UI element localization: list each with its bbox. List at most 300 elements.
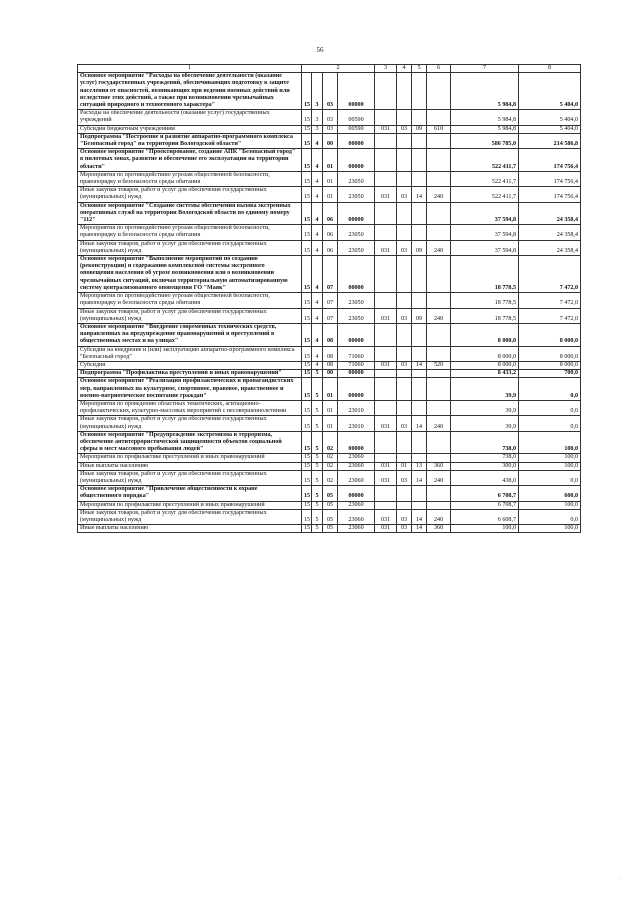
grbs-code bbox=[375, 133, 397, 148]
header-row bbox=[78, 65, 581, 73]
program-code: 15 bbox=[302, 462, 312, 470]
section-code bbox=[397, 454, 412, 462]
subsection-code: 14 bbox=[412, 361, 427, 369]
expense-type-code: 360 bbox=[427, 462, 451, 470]
subsection-code bbox=[412, 73, 427, 110]
subprogram-code: 5 bbox=[312, 454, 323, 462]
table-row bbox=[78, 133, 581, 148]
stray-mark: · bbox=[620, 876, 622, 882]
row-name: Иные выплаты населению bbox=[78, 462, 302, 470]
section-code bbox=[397, 378, 412, 401]
program-code: 15 bbox=[302, 110, 312, 125]
program-code: 15 bbox=[302, 416, 312, 431]
expense-type-code bbox=[427, 293, 451, 308]
subsection-code bbox=[412, 133, 427, 148]
row-name: Основное мероприятие "Выполнение мероприятий по созданию (реконструкции) и содержанию комплексной системы экстренного оповещения населения об угрозе возникновения или о возникновении чрезвычайных ситуаций, включая территориальную автоматизированную систему централизованного оповещения ГО "Маяк" bbox=[78, 256, 302, 293]
measure-code: 01 bbox=[323, 187, 338, 202]
subsection-code bbox=[412, 431, 427, 454]
section-code bbox=[397, 225, 412, 240]
table-row bbox=[78, 431, 581, 454]
measure-code: 02 bbox=[323, 470, 338, 485]
grbs-code bbox=[375, 486, 397, 501]
row-name: Мероприятия по проведению областных тематических, агитационно-профилактических, культурно-массовых мероприятий с несовершеннолетними bbox=[78, 400, 302, 415]
row-name: Иные закупки товаров, работ и услуг для обеспечения государственных (муниципальных) нужд bbox=[78, 308, 302, 323]
section-code bbox=[397, 171, 412, 186]
program-code: 15 bbox=[302, 378, 312, 401]
direction-code: 23060 bbox=[338, 470, 375, 485]
section-code bbox=[397, 501, 412, 509]
grbs-code bbox=[375, 293, 397, 308]
row-name: Подпрограмма "Построение и развитие аппаратно-программного комплекса "Безопасный город" на территории Вологодской области" bbox=[78, 133, 302, 148]
program-code: 15 bbox=[302, 256, 312, 293]
row-name: Основное мероприятие "Реализация профилактических и пропагандистских мер, направленных на культурное, спортивное, правовое, нравственное и военно-патриотическое воспитание граждан" bbox=[78, 378, 302, 401]
expense-type-code bbox=[427, 378, 451, 401]
direction-code: 23010 bbox=[338, 400, 375, 415]
section-code: 03 bbox=[397, 187, 412, 202]
amount-col-8: 0,0 bbox=[519, 378, 581, 401]
subprogram-code: 4 bbox=[312, 346, 323, 361]
amount-col-8: 100,0 bbox=[519, 525, 581, 533]
program-code: 15 bbox=[302, 323, 312, 346]
amount-col-8: 214 586,8 bbox=[519, 133, 581, 148]
measure-code: 02 bbox=[323, 454, 338, 462]
amount-col-7: 100,0 bbox=[451, 525, 519, 533]
header-col-4: 4 bbox=[397, 65, 412, 73]
table-row bbox=[78, 149, 581, 172]
direction-code: 00000 bbox=[338, 73, 375, 110]
table-row bbox=[78, 462, 581, 470]
section-code bbox=[397, 202, 412, 225]
subsection-code bbox=[412, 293, 427, 308]
amount-col-8: 700,0 bbox=[519, 370, 581, 378]
expense-type-code bbox=[427, 110, 451, 125]
direction-code: 00000 bbox=[338, 378, 375, 401]
subprogram-code: 5 bbox=[312, 501, 323, 509]
expense-type-code: 240 bbox=[427, 240, 451, 255]
amount-col-7: 522 411,7 bbox=[451, 187, 519, 202]
section-code bbox=[397, 370, 412, 378]
amount-col-7: 6 608,7 bbox=[451, 509, 519, 524]
amount-col-8: 7 472,0 bbox=[519, 293, 581, 308]
section-code: 03 bbox=[397, 240, 412, 255]
grbs-code: 031 bbox=[375, 308, 397, 323]
amount-col-8: 0,0 bbox=[519, 509, 581, 524]
row-name: Иные закупки товаров, работ и услуг для обеспечения государственных (муниципальных) нужд bbox=[78, 240, 302, 255]
row-name: Основное мероприятие "Создание системы обеспечения вызова экстренных оперативных служб на территории Вологодской области по единому номеру "112" bbox=[78, 202, 302, 225]
subsection-code: 14 bbox=[412, 470, 427, 485]
subprogram-code: 4 bbox=[312, 256, 323, 293]
subprogram-code: 5 bbox=[312, 525, 323, 533]
subprogram-code: 3 bbox=[312, 73, 323, 110]
expense-type-code bbox=[427, 256, 451, 293]
measure-code: 08 bbox=[323, 346, 338, 361]
grbs-code: 031 bbox=[375, 416, 397, 431]
amount-col-7: 522 411,7 bbox=[451, 149, 519, 172]
amount-col-8: 8 000,0 bbox=[519, 346, 581, 361]
program-code: 15 bbox=[302, 346, 312, 361]
section-code: 03 bbox=[397, 361, 412, 369]
measure-code: 03 bbox=[323, 125, 338, 133]
measure-code: 01 bbox=[323, 416, 338, 431]
subsection-code bbox=[412, 149, 427, 172]
subsection-code bbox=[412, 454, 427, 462]
measure-code: 05 bbox=[323, 509, 338, 524]
amount-col-7: 6 708,7 bbox=[451, 501, 519, 509]
expense-type-code: 610 bbox=[427, 125, 451, 133]
row-name: Субсидии на внедрение и (или) эксплуатацию аппаратно-программного комплекса "Безопасный город" bbox=[78, 346, 302, 361]
table-row bbox=[78, 400, 581, 415]
section-code: 01 bbox=[397, 462, 412, 470]
row-name: Расходы на обеспечение деятельности (оказание услуг) государственных учреждений bbox=[78, 110, 302, 125]
header-col-7: 7 bbox=[451, 65, 519, 73]
grbs-code bbox=[375, 323, 397, 346]
grbs-code bbox=[375, 73, 397, 110]
amount-col-7: 438,0 bbox=[451, 470, 519, 485]
budget-table bbox=[77, 64, 581, 533]
amount-col-7: 8 000,0 bbox=[451, 361, 519, 369]
grbs-code: 031 bbox=[375, 462, 397, 470]
measure-code: 02 bbox=[323, 431, 338, 454]
program-code: 15 bbox=[302, 171, 312, 186]
row-name: Иные выплаты населению bbox=[78, 525, 302, 533]
expense-type-code: 520 bbox=[427, 361, 451, 369]
amount-col-7: 738,0 bbox=[451, 431, 519, 454]
program-code: 15 bbox=[302, 486, 312, 501]
expense-type-code bbox=[427, 501, 451, 509]
expense-type-code: 240 bbox=[427, 187, 451, 202]
measure-code: 01 bbox=[323, 171, 338, 186]
header-col-3: 3 bbox=[375, 65, 397, 73]
grbs-code: 031 bbox=[375, 509, 397, 524]
direction-code: 71060 bbox=[338, 346, 375, 361]
amount-col-8: 600,0 bbox=[519, 486, 581, 501]
program-code: 15 bbox=[302, 501, 312, 509]
direction-code: 00000 bbox=[338, 370, 375, 378]
table-row bbox=[78, 125, 581, 133]
direction-code: 23060 bbox=[338, 454, 375, 462]
measure-code: 05 bbox=[323, 486, 338, 501]
measure-code: 05 bbox=[323, 501, 338, 509]
direction-code: 23050 bbox=[338, 171, 375, 186]
amount-col-8: 174 756,4 bbox=[519, 149, 581, 172]
amount-col-7: 300,0 bbox=[451, 462, 519, 470]
subsection-code bbox=[412, 370, 427, 378]
grbs-code bbox=[375, 378, 397, 401]
measure-code: 01 bbox=[323, 149, 338, 172]
program-code: 15 bbox=[302, 149, 312, 172]
subsection-code: 14 bbox=[412, 187, 427, 202]
header-col-6: 6 bbox=[427, 65, 451, 73]
section-code: 03 bbox=[397, 525, 412, 533]
table-row bbox=[78, 378, 581, 401]
subprogram-code: 5 bbox=[312, 416, 323, 431]
section-code bbox=[397, 346, 412, 361]
grbs-code: 031 bbox=[375, 525, 397, 533]
grbs-code: 031 bbox=[375, 240, 397, 255]
subsection-code: 09 bbox=[412, 240, 427, 255]
expense-type-code bbox=[427, 133, 451, 148]
grbs-code bbox=[375, 400, 397, 415]
direction-code: 00590 bbox=[338, 110, 375, 125]
amount-col-7: 738,0 bbox=[451, 454, 519, 462]
subsection-code: 09 bbox=[412, 125, 427, 133]
amount-col-7: 37 594,8 bbox=[451, 240, 519, 255]
section-code: 03 bbox=[397, 308, 412, 323]
amount-col-8: 7 472,0 bbox=[519, 256, 581, 293]
program-code: 15 bbox=[302, 454, 312, 462]
expense-type-code: 360 bbox=[427, 525, 451, 533]
subprogram-code: 4 bbox=[312, 171, 323, 186]
amount-col-8: 5 404,0 bbox=[519, 125, 581, 133]
subprogram-code: 4 bbox=[312, 361, 323, 369]
grbs-code bbox=[375, 202, 397, 225]
amount-col-8: 100,0 bbox=[519, 454, 581, 462]
subprogram-code: 4 bbox=[312, 187, 323, 202]
expense-type-code bbox=[427, 73, 451, 110]
subprogram-code: 5 bbox=[312, 486, 323, 501]
row-name: Основное мероприятие "Проектирование, создание АПК "Безопасный город" в пилотных зонах, развитие и обеспечение его эксплуатации на территории области" bbox=[78, 149, 302, 172]
section-code: 03 bbox=[397, 509, 412, 524]
subprogram-code: 4 bbox=[312, 133, 323, 148]
amount-col-8: 24 358,4 bbox=[519, 202, 581, 225]
amount-col-8: 174 756,4 bbox=[519, 171, 581, 186]
program-code: 15 bbox=[302, 133, 312, 148]
program-code: 15 bbox=[302, 187, 312, 202]
table-row bbox=[78, 187, 581, 202]
measure-code: 08 bbox=[323, 323, 338, 346]
grbs-code: 031 bbox=[375, 361, 397, 369]
header-col-1: 1 bbox=[78, 65, 302, 73]
subprogram-code: 4 bbox=[312, 202, 323, 225]
subprogram-code: 4 bbox=[312, 323, 323, 346]
expense-type-code bbox=[427, 486, 451, 501]
table-row bbox=[78, 110, 581, 125]
table-row bbox=[78, 346, 581, 361]
subsection-code bbox=[412, 378, 427, 401]
section-code bbox=[397, 400, 412, 415]
expense-type-code: 240 bbox=[427, 509, 451, 524]
table-row bbox=[78, 293, 581, 308]
amount-col-8: 0,0 bbox=[519, 470, 581, 485]
table-row bbox=[78, 501, 581, 509]
program-code: 15 bbox=[302, 308, 312, 323]
table-body bbox=[78, 73, 581, 533]
table-row bbox=[78, 470, 581, 485]
direction-code: 00000 bbox=[338, 256, 375, 293]
amount-col-8: 0,0 bbox=[519, 416, 581, 431]
measure-code: 07 bbox=[323, 308, 338, 323]
direction-code: 00000 bbox=[338, 202, 375, 225]
amount-col-7: 8 433,2 bbox=[451, 370, 519, 378]
section-code bbox=[397, 486, 412, 501]
direction-code: 23050 bbox=[338, 225, 375, 240]
page-number: 56 bbox=[316, 46, 324, 54]
amount-col-7: 18 778,5 bbox=[451, 256, 519, 293]
measure-code: 03 bbox=[323, 73, 338, 110]
program-code: 15 bbox=[302, 470, 312, 485]
table-row bbox=[78, 370, 581, 378]
expense-type-code bbox=[427, 346, 451, 361]
table-row bbox=[78, 486, 581, 501]
program-code: 15 bbox=[302, 361, 312, 369]
grbs-code: 031 bbox=[375, 470, 397, 485]
amount-col-7: 5 984,8 bbox=[451, 125, 519, 133]
table-row bbox=[78, 323, 581, 346]
amount-col-7: 586 785,0 bbox=[451, 133, 519, 148]
subsection-code bbox=[412, 486, 427, 501]
program-code: 15 bbox=[302, 431, 312, 454]
section-code bbox=[397, 256, 412, 293]
subsection-code: 14 bbox=[412, 416, 427, 431]
amount-col-8: 24 358,4 bbox=[519, 240, 581, 255]
subprogram-code: 4 bbox=[312, 225, 323, 240]
section-code bbox=[397, 133, 412, 148]
row-name: Основное мероприятие "Предупреждение экстремизма и терроризма, обеспечение антитеррористической защищенности объектов социальной сферы и мест массового пребывания людей" bbox=[78, 431, 302, 454]
row-name: Мероприятия по профилактике преступлений и иных правонарушений bbox=[78, 454, 302, 462]
table-row bbox=[78, 454, 581, 462]
measure-code: 05 bbox=[323, 525, 338, 533]
amount-col-8: 174 756,4 bbox=[519, 187, 581, 202]
section-code bbox=[397, 110, 412, 125]
direction-code: 00000 bbox=[338, 149, 375, 172]
measure-code: 06 bbox=[323, 202, 338, 225]
grbs-code bbox=[375, 431, 397, 454]
table-row bbox=[78, 361, 581, 369]
amount-col-7: 37 594,8 bbox=[451, 202, 519, 225]
amount-col-7: 522 411,7 bbox=[451, 171, 519, 186]
subprogram-code: 4 bbox=[312, 293, 323, 308]
direction-code: 23060 bbox=[338, 509, 375, 524]
grbs-code bbox=[375, 225, 397, 240]
measure-code: 00 bbox=[323, 370, 338, 378]
table-row bbox=[78, 308, 581, 323]
measure-code: 06 bbox=[323, 240, 338, 255]
subsection-code bbox=[412, 501, 427, 509]
section-code bbox=[397, 323, 412, 346]
program-code: 15 bbox=[302, 293, 312, 308]
measure-code: 03 bbox=[323, 110, 338, 125]
table-row bbox=[78, 525, 581, 533]
row-name: Субсидии бюджетным учреждениям bbox=[78, 125, 302, 133]
section-code bbox=[397, 149, 412, 172]
row-name: Иные закупки товаров, работ и услуг для обеспечения государственных (муниципальных) нужд bbox=[78, 187, 302, 202]
row-name: Субсидии bbox=[78, 361, 302, 369]
subprogram-code: 5 bbox=[312, 509, 323, 524]
table-row bbox=[78, 256, 581, 293]
grbs-code bbox=[375, 256, 397, 293]
section-code: 03 bbox=[397, 125, 412, 133]
direction-code: 00000 bbox=[338, 431, 375, 454]
table-row bbox=[78, 202, 581, 225]
subsection-code bbox=[412, 256, 427, 293]
grbs-code bbox=[375, 149, 397, 172]
amount-col-8: 100,0 bbox=[519, 501, 581, 509]
program-code: 15 bbox=[302, 525, 312, 533]
program-code: 15 bbox=[302, 240, 312, 255]
grbs-code bbox=[375, 346, 397, 361]
expense-type-code bbox=[427, 370, 451, 378]
direction-code: 23050 bbox=[338, 293, 375, 308]
amount-col-8: 8 000,0 bbox=[519, 361, 581, 369]
program-code: 15 bbox=[302, 73, 312, 110]
subsection-code: 13 bbox=[412, 462, 427, 470]
section-code: 03 bbox=[397, 470, 412, 485]
subsection-code bbox=[412, 225, 427, 240]
subsection-code bbox=[412, 323, 427, 346]
program-code: 15 bbox=[302, 202, 312, 225]
row-name: Основное мероприятие "Внедрение современных технических средств, направленных на предупреждение правонарушений и преступлений в общественных местах и на улицах" bbox=[78, 323, 302, 346]
row-name: Мероприятия по противодействию угрозам общественной безопасности, правопорядку и безопасности среды обитания bbox=[78, 225, 302, 240]
expense-type-code: 240 bbox=[427, 416, 451, 431]
row-name: Подпрограмма "Профилактика преступлений и иных правонарушений" bbox=[78, 370, 302, 378]
subprogram-code: 4 bbox=[312, 240, 323, 255]
header-col-5: 5 bbox=[412, 65, 427, 73]
program-code: 15 bbox=[302, 370, 312, 378]
program-code: 15 bbox=[302, 225, 312, 240]
grbs-code: 031 bbox=[375, 187, 397, 202]
amount-col-7: 6 708,7 bbox=[451, 486, 519, 501]
row-name: Мероприятия по противодействию угрозам общественной безопасности, правопорядку и безопасности среды обитания bbox=[78, 293, 302, 308]
expense-type-code bbox=[427, 225, 451, 240]
table-row bbox=[78, 73, 581, 110]
expense-type-code: 240 bbox=[427, 470, 451, 485]
subprogram-code: 5 bbox=[312, 470, 323, 485]
direction-code: 23050 bbox=[338, 240, 375, 255]
row-name: Мероприятия по профилактике преступлений и иных правонарушений bbox=[78, 501, 302, 509]
subsection-code: 14 bbox=[412, 525, 427, 533]
amount-col-7: 5 984,8 bbox=[451, 73, 519, 110]
expense-type-code bbox=[427, 171, 451, 186]
direction-code: 00590 bbox=[338, 125, 375, 133]
measure-code: 01 bbox=[323, 400, 338, 415]
section-code bbox=[397, 293, 412, 308]
header-col-8: 8 bbox=[519, 65, 581, 73]
subsection-code bbox=[412, 171, 427, 186]
expense-type-code: 240 bbox=[427, 308, 451, 323]
amount-col-7: 18 778,5 bbox=[451, 293, 519, 308]
row-name: Мероприятия по противодействию угрозам общественной безопасности, правопорядку и безопасности среды обитания bbox=[78, 171, 302, 186]
program-code: 15 bbox=[302, 509, 312, 524]
amount-col-7: 8 000,0 bbox=[451, 346, 519, 361]
expense-type-code bbox=[427, 149, 451, 172]
direction-code: 00000 bbox=[338, 133, 375, 148]
amount-col-8: 5 404,0 bbox=[519, 73, 581, 110]
table-row bbox=[78, 171, 581, 186]
measure-code: 02 bbox=[323, 462, 338, 470]
row-name: Иные закупки товаров, работ и услуг для обеспечения государственных (муниципальных) нужд bbox=[78, 470, 302, 485]
direction-code: 23060 bbox=[338, 501, 375, 509]
direction-code: 23060 bbox=[338, 462, 375, 470]
direction-code: 00000 bbox=[338, 486, 375, 501]
direction-code: 23050 bbox=[338, 308, 375, 323]
subsection-code: 14 bbox=[412, 509, 427, 524]
measure-code: 07 bbox=[323, 256, 338, 293]
expense-type-code bbox=[427, 400, 451, 415]
subsection-code bbox=[412, 400, 427, 415]
grbs-code bbox=[375, 171, 397, 186]
row-name: Основное мероприятие "Привлечение общественности к охране общественного порядка" bbox=[78, 486, 302, 501]
table-header bbox=[78, 65, 581, 73]
amount-col-8: 0,0 bbox=[519, 400, 581, 415]
table-row bbox=[78, 240, 581, 255]
row-name: Иные закупки товаров, работ и услуг для обеспечения государственных (муниципальных) нужд bbox=[78, 509, 302, 524]
subprogram-code: 5 bbox=[312, 378, 323, 401]
subprogram-code: 4 bbox=[312, 149, 323, 172]
amount-col-8: 100,0 bbox=[519, 431, 581, 454]
measure-code: 08 bbox=[323, 361, 338, 369]
row-name: Основное мероприятие "Расходы на обеспечение деятельности (оказание услуг) государственных учреждений, обеспечивающих подготовку к защите населения от опасностей, возникающих при ведении военных действий или вследствие этих действий, а также при возникновении чрезвычайных ситуаций природного и техногенного характера" bbox=[78, 73, 302, 110]
subprogram-code: 4 bbox=[312, 308, 323, 323]
